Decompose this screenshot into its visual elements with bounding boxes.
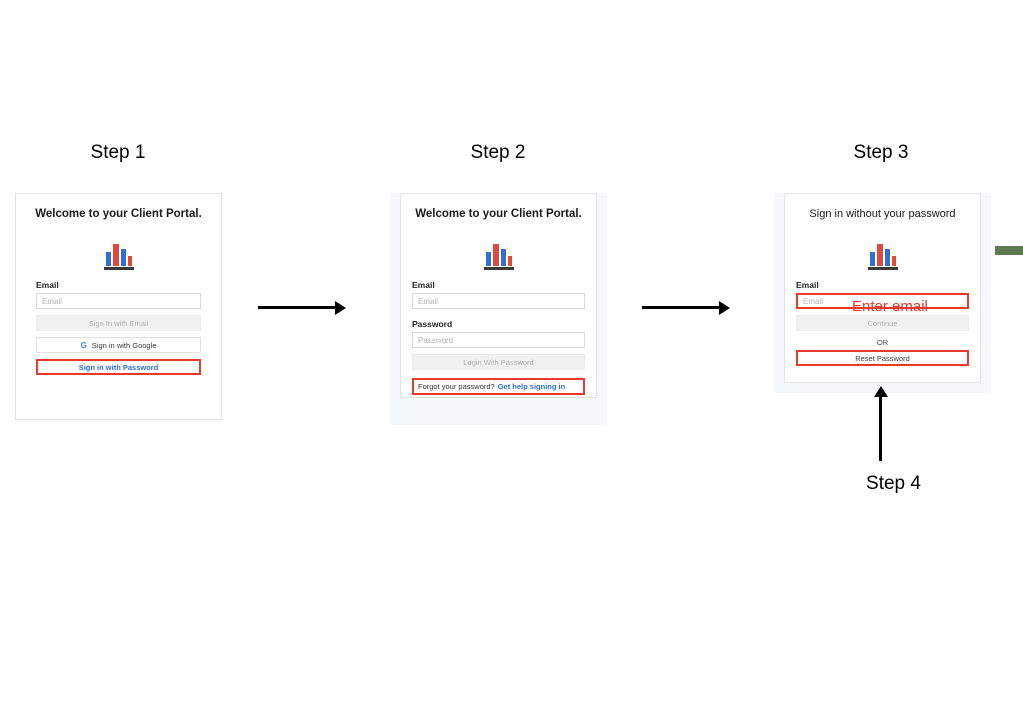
- card1-title: Welcome to your Client Portal.: [35, 208, 202, 220]
- card2-email-input[interactable]: Email: [412, 293, 585, 309]
- step-4-label: Step 4: [866, 473, 921, 494]
- forgot-password-row[interactable]: [412, 378, 585, 395]
- step-1-card: [15, 193, 222, 420]
- card1-email-input[interactable]: Email: [36, 293, 201, 309]
- card2-email-label: Email: [412, 280, 435, 290]
- get-help-signing-in-link[interactable]: Get help signing in: [497, 382, 566, 391]
- card1-email-label: Email: [36, 280, 59, 290]
- enter-email-annotation: Enter email: [852, 298, 928, 315]
- card3-email-label: Email: [796, 280, 819, 290]
- login-with-password-button[interactable]: Login With Password: [412, 354, 585, 370]
- portal-logo-icon: [16, 230, 221, 270]
- arrow-step2-to-step3: [642, 306, 720, 309]
- step-3-card: [784, 193, 981, 383]
- sign-in-with-password-button[interactable]: [36, 359, 201, 375]
- google-icon: G: [80, 340, 87, 350]
- portal-logo-icon: [401, 230, 596, 270]
- continue-button[interactable]: Continue: [796, 315, 969, 331]
- step-3-label: Step 3: [853, 142, 909, 163]
- step-1-label: Step 1: [90, 142, 146, 163]
- arrow-step1-to-step2: [258, 306, 336, 309]
- step-2-label: Step 2: [470, 142, 526, 163]
- card3-email-input[interactable]: Email: [796, 293, 969, 309]
- forgot-password-text: Forgot your password?: [418, 382, 495, 391]
- sign-in-with-google-label: Sign in with Google: [91, 340, 157, 350]
- sign-in-with-google-button[interactable]: [36, 337, 201, 353]
- arrow-step4-to-step3: [879, 397, 882, 461]
- sign-in-with-email-button[interactable]: Sign In with Email: [36, 315, 201, 331]
- portal-logo-icon: [785, 230, 980, 270]
- card2-title: Welcome to your Client Portal.: [415, 208, 582, 220]
- edge-marker: [995, 246, 1023, 255]
- reset-password-button[interactable]: Reset Password: [796, 350, 969, 366]
- step-2-card: [400, 193, 597, 398]
- or-divider-text: OR: [876, 338, 889, 347]
- card2-password-label: Password: [412, 319, 453, 329]
- sign-in-with-password-label: Sign in with Password: [78, 362, 159, 372]
- card3-title: Sign in without your password: [809, 208, 956, 220]
- card2-password-input[interactable]: Password: [412, 332, 585, 348]
